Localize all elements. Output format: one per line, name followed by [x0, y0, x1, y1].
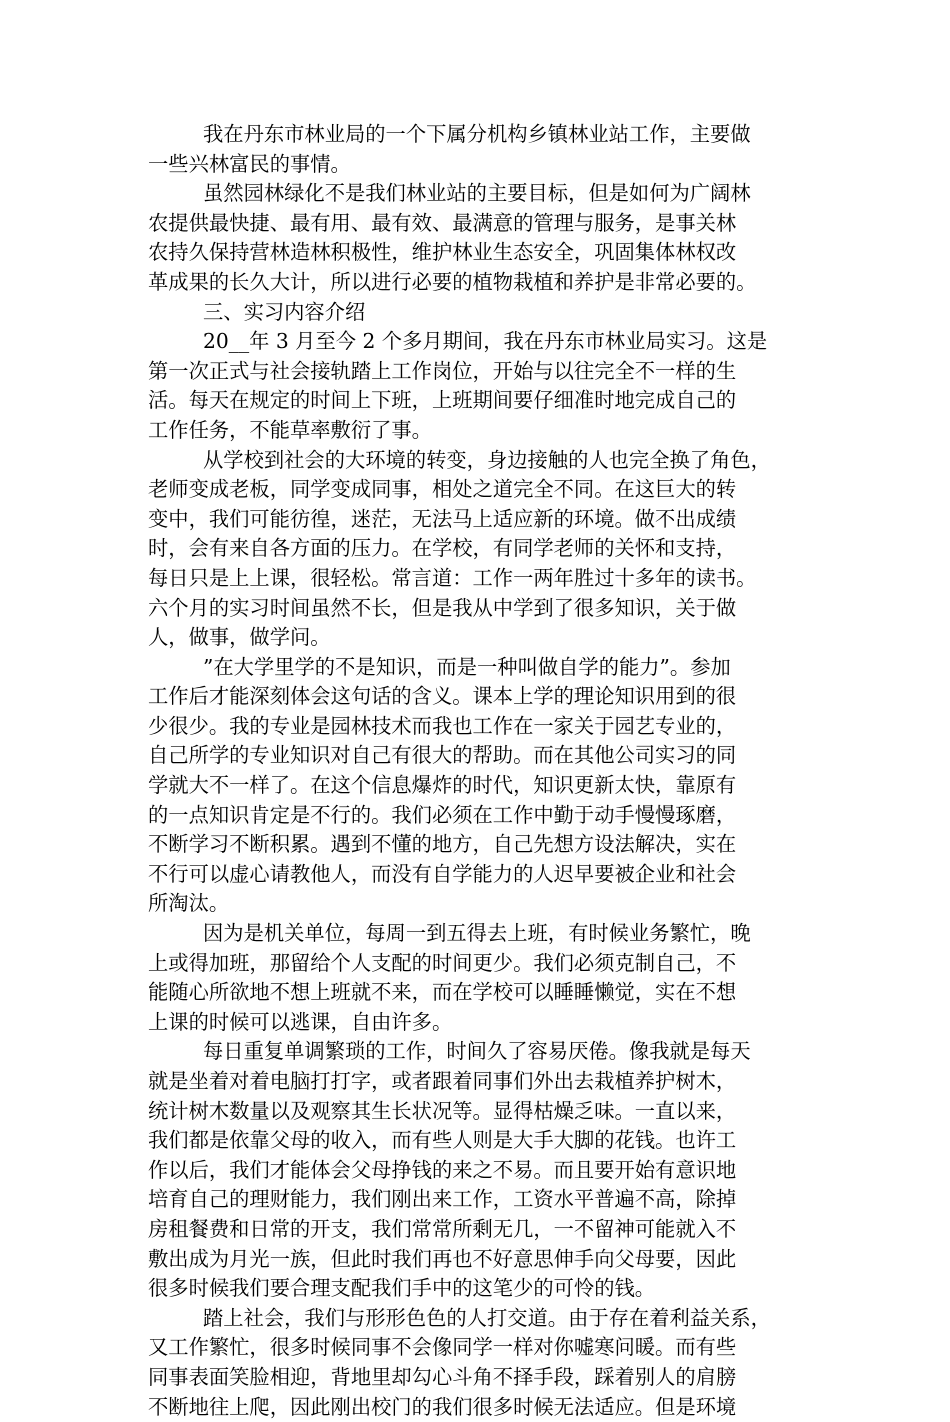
text-line: 时，会有来自各方面的压力。在学校，有同学老师的关怀和支持， [148, 536, 737, 561]
text-line: 从学校到社会的大环境的转变，身边接触的人也完全换了角色， [203, 447, 771, 472]
text-line: 变中，我们可能彷徨，迷茫，无法马上适应新的环境。做不出成绩 [148, 506, 737, 531]
text-line: 老师变成老板，同学变成同事，相处之道完全不同。在这巨大的转 [148, 477, 737, 502]
text-line: 工作后才能深刻体会这句话的含义。课本上学的理论知识用到的很 [148, 684, 737, 709]
text-line: 六个月的实习时间虽然不长，但是我从中学到了很多知识，关于做 [148, 595, 737, 620]
text-line: 一些兴林富民的事情。 [148, 151, 351, 176]
text-line: 踏上社会，我们与形形色色的人打交道。由于存在着利益关系， [203, 1305, 771, 1330]
text-line: 人，做事，做学问。 [148, 625, 331, 650]
text-line: 不断学习不断积累。遇到不懂的地方，自己先想方设法解决，实在 [148, 832, 737, 857]
text-line: 培育自己的理财能力，我们刚出来工作，工资水平普遍不高，除掉 [148, 1187, 737, 1212]
text-line: 工作任务，不能草率敷衍了事。 [148, 417, 432, 442]
text-line: 的一点知识肯定是不行的。我们必须在工作中勤于动手慢慢琢磨， [148, 802, 737, 827]
text-line: 所淘汰。 [148, 891, 230, 916]
text-line: 我们都是依靠父母的收入，而有些人则是大手大脚的花钱。也许工 [148, 1128, 737, 1153]
text-line: 我在丹东市林业局的一个下属分机构乡镇林业站工作，主要做 [203, 122, 751, 146]
text-line: 同事表面笑脸相迎，背地里却勾心斗角不择手段，踩着别人的肩膀 [148, 1364, 737, 1389]
text-line: 自己所学的专业知识对自己有很大的帮助。而在其他公司实习的同 [148, 743, 737, 768]
text-line: 少很少。我的专业是园林技术而我也工作在一家关于园艺专业的， [148, 713, 737, 738]
text-line: 虽然园林绿化不是我们林业站的主要目标，但是如何为广阔林 [203, 181, 751, 206]
text-line: 又工作繁忙，很多时候同事不会像同学一样对你嘘寒问暖。而有些 [148, 1335, 737, 1360]
text-line: 不断地往上爬，因此刚出校门的我们很多时候无法适应。但是环境 [148, 1394, 737, 1419]
text-line: 很多时候我们要合理支配我们手中的这笔少的可怜的钱。 [148, 1276, 656, 1301]
text-line: 上或得加班，那留给个人支配的时间更少。我们必须克制自己，不 [148, 950, 737, 975]
text-line: 因为是机关单位，每周一到五得去上班，有时候业务繁忙，晚 [203, 921, 751, 946]
text-line: 每日重复单调繁琐的工作，时间久了容易厌倦。像我就是每天 [203, 1039, 751, 1064]
text-line: 活。每天在规定的时间上下班，上班期间要仔细准时地完成自己的 [148, 388, 737, 413]
text-line: 第一次正式与社会接轨踏上工作岗位，开始与以往完全不一样的生 [148, 358, 737, 383]
text-line: 敷出成为月光一族，但此时我们再也不好意思伸手向父母要，因此 [148, 1246, 737, 1271]
text-line: 能随心所欲地不想上班就不来，而在学校可以睡睡懒觉，实在不想 [148, 980, 737, 1005]
section-heading: 三、实习内容介绍 [203, 299, 366, 324]
text-line: 作以后，我们才能体会父母挣钱的来之不易。而且要开始有意识地 [148, 1157, 737, 1182]
text-line: 不行可以虚心请教他人，而没有自学能力的人迟早要被企业和社会 [148, 861, 737, 886]
body-text [148, 120, 808, 1422]
text-line: 20__年 3 月至今 2 个多月期间，我在丹东市林业局实习。这是 [203, 329, 768, 354]
text-line: 农持久保持营林造林积极性，维护林业生态安全，巩固集体林权改 [148, 240, 737, 265]
text-line: 上课的时候可以逃课，自由许多。 [148, 1009, 453, 1034]
text-line: 每日只是上上课，很轻松。常言道：工作一两年胜过十多年的读书。 [148, 565, 757, 590]
text-line: 农提供最快捷、最有用、最有效、最满意的管理与服务，是事关林 [148, 210, 737, 235]
text-line: 统计树木数量以及观察其生长状况等。显得枯燥乏味。一直以来， [148, 1098, 737, 1123]
text-line: ”在大学里学的不是知识，而是一种叫做自学的能力”。参加 [203, 654, 731, 679]
text-line: 房租餐费和日常的开支，我们常常所剩无几，一不留神可能就入不 [148, 1216, 737, 1241]
text-line: 学就大不一样了。在这个信息爆炸的时代，知识更新太快，靠原有 [148, 773, 737, 798]
text-line: 就是坐着对着电脑打打字，或者跟着同事们外出去栽植养护树木， [148, 1069, 737, 1093]
text-line: 革成果的长久大计，所以进行必要的植物栽植和养护是非常必要的。 [148, 269, 757, 294]
